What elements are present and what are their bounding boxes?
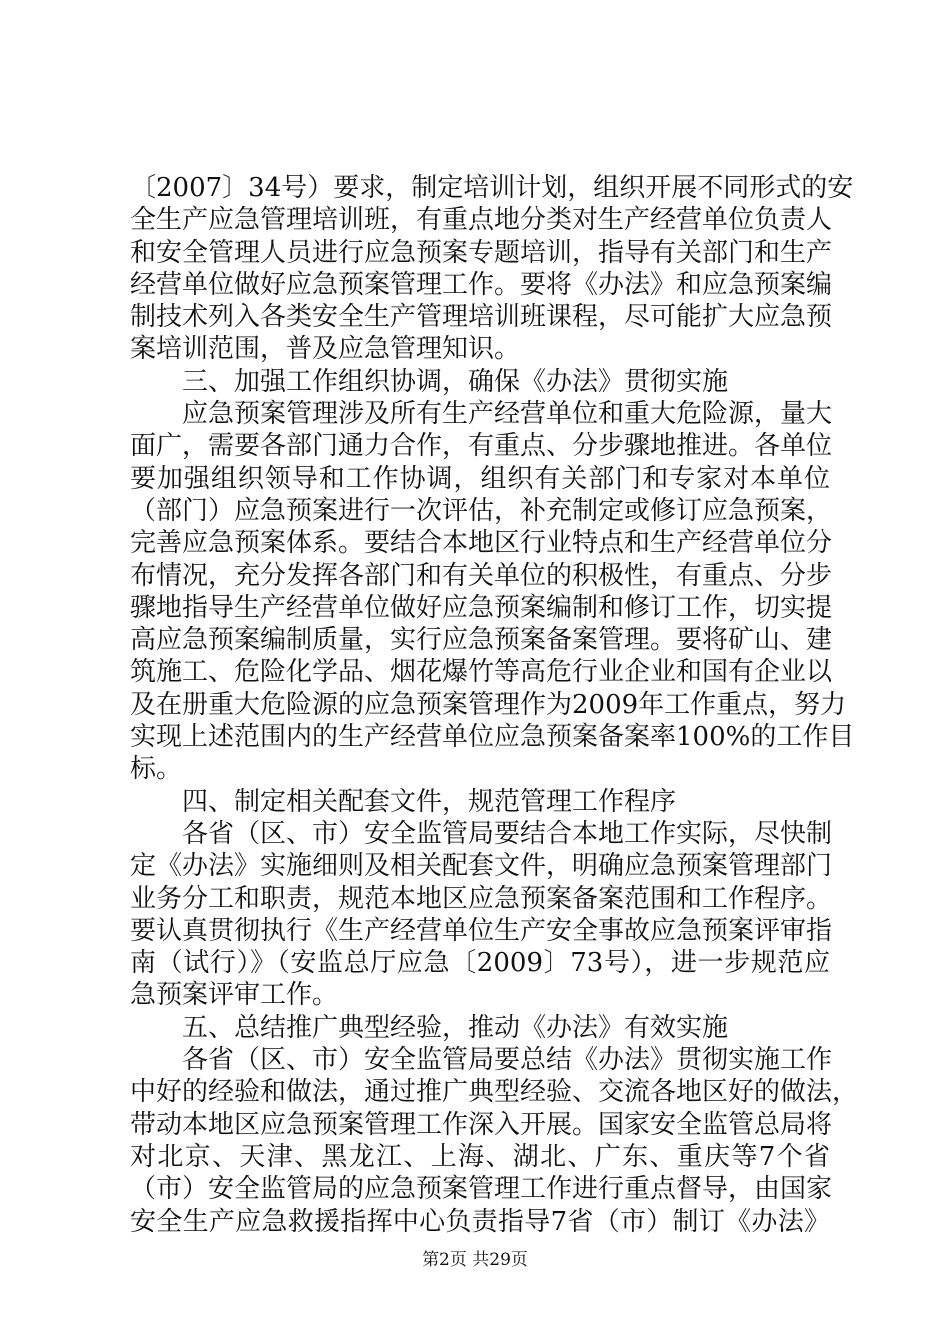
text-line: 对北京、天津、黑龙江、上海、湖北、广东、重庆等7个省 <box>130 1141 830 1172</box>
text-line: 各省（区、市）安全监管局要总结《办法》贯彻实施工作 <box>182 1045 833 1076</box>
section-heading: 四、制定相关配套文件，规范管理工作程序 <box>182 786 677 817</box>
text-line: 标。 <box>130 754 183 785</box>
document-body <box>130 172 859 1238</box>
text-line: 筑施工、危险化学品、烟花爆竹等高危行业企业和国有企业以 <box>130 657 833 688</box>
text-line: 急预案评审工作。 <box>130 980 339 1011</box>
text-line: 经营单位做好应急预案管理工作。要将《办法》和应急预案编 <box>130 269 833 300</box>
text-line: 骤地指导生产经营单位做好应急预案编制和修订工作，切实提 <box>130 592 833 623</box>
text-line: 应急预案管理涉及所有生产经营单位和重大危险源，量大 <box>182 399 833 430</box>
page-footer: 第2页 共29页 <box>422 1250 528 1270</box>
text-line: 定《办法》实施细则及相关配套文件，明确应急预案管理部门 <box>130 851 833 882</box>
text-line: 及在册重大危险源的应急预案管理作为2009年工作重点，努力 <box>130 689 847 720</box>
text-line: （市）安全监管局的应急预案管理工作进行重点督导，由国家 <box>130 1174 833 1205</box>
text-line: 面广，需要各部门通力合作，有重点、分步骤地推进。各单位 <box>130 431 833 462</box>
text-line: 实现上述范围内的生产经营单位应急预案备案率100%的工作目 <box>130 722 855 753</box>
text-line: 完善应急预案体系。要结合本地区行业特点和生产经营单位分 <box>130 528 833 559</box>
text-line: 中好的经验和做法，通过推广典型经验、交流各地区好的做法， <box>130 1077 859 1108</box>
text-line: 和安全管理人员进行应急预案专题培训，指导有关部门和生产 <box>130 237 833 268</box>
text-line: 南（试行）》（安监总厅应急〔2009〕73号），进一步规范应 <box>130 948 830 979</box>
text-line: 制技术列入各类安全生产管理培训班课程，尽可能扩大应急预 <box>130 302 833 333</box>
text-line: 业务分工和职责，规范本地区应急预案备案范围和工作程序。 <box>130 883 833 914</box>
text-line: 〔2007〕34号）要求，制定培训计划，组织开展不同形式的安 <box>130 173 854 203</box>
text-line: 各省（区、市）安全监管局要结合本地工作实际，尽快制 <box>182 818 833 849</box>
text-line: 案培训范围，普及应急管理知识。 <box>130 334 521 365</box>
section-heading: 三、加强工作组织协调，确保《办法》贯彻实施 <box>182 366 729 397</box>
text-line: 全生产应急管理培训班，有重点地分类对生产经营单位负责人 <box>130 205 833 236</box>
section-heading: 五、总结推广典型经验，推动《办法》有效实施 <box>182 1012 729 1043</box>
text-line: 要加强组织领导和工作协调，组织有关部门和专家对本单位 <box>130 463 830 494</box>
text-line: 要认真贯彻执行《生产经营单位生产安全事故应急预案评审指 <box>130 915 833 946</box>
text-line: （部门）应急预案进行一次评估，补充制定或修订应急预案， <box>130 495 833 526</box>
text-line: 高应急预案编制质量，实行应急预案备案管理。要将矿山、建 <box>130 625 833 656</box>
text-line: 安全生产应急救援指挥中心负责指导7省（市）制订《办法》 <box>130 1206 830 1237</box>
text-line: 布情况，充分发挥各部门和有关单位的积极性，有重点、分步 <box>130 560 833 591</box>
text-line: 带动本地区应急预案管理工作深入开展。国家安全监管总局将 <box>130 1109 833 1140</box>
